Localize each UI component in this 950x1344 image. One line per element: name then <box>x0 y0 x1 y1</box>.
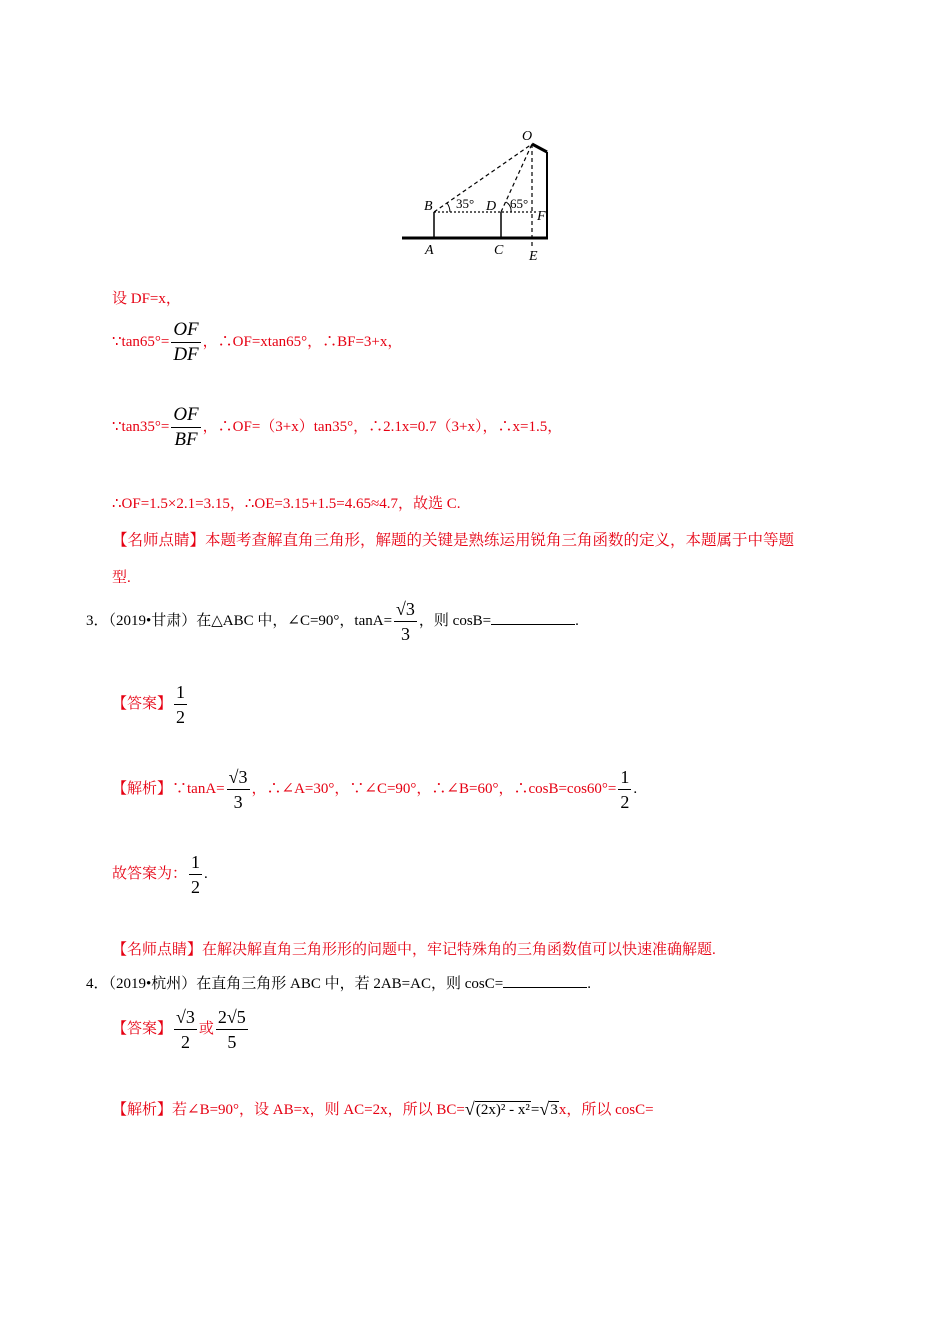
radical-sign: √ <box>539 1099 550 1119</box>
frac-den: 2 <box>176 707 186 727</box>
fraction-OF-BF <box>171 403 200 452</box>
sol2-line4: ∴OF=1.5×2.1=3.15，∴OE=3.15+1.5=4.65≈4.7，故选 C. <box>112 496 461 512</box>
explanation-tag: 【解析】 <box>112 780 173 797</box>
q4-stem-text: 4．（2019•杭州）在直角三角形 ABC 中，若 2AB=AC，则 cosC= <box>86 976 504 992</box>
frac-den: 2 <box>620 792 630 812</box>
building-top <box>532 144 547 152</box>
fraction-2sqrt5-5 <box>216 1005 248 1054</box>
frac-den: 5 <box>227 1032 237 1052</box>
sol2-line2 <box>112 318 402 367</box>
frac-den: 3 <box>233 792 243 812</box>
frac-den: DF <box>173 344 199 365</box>
answer-blank[interactable] <box>491 612 575 625</box>
sol2-line1: 设 DF=x， <box>112 291 181 307</box>
q3-exp-end: . <box>633 780 638 797</box>
sol2-line3 <box>112 403 562 452</box>
label-B: B <box>424 199 433 214</box>
fraction-OF-DF <box>171 318 200 367</box>
frac-den: BF <box>174 429 198 450</box>
angle-arc-35 <box>447 203 450 212</box>
q4-answer <box>112 1005 250 1054</box>
q3-stem-end: . <box>575 612 579 629</box>
q3-final <box>112 850 208 899</box>
or-text: 或 <box>198 1020 214 1037</box>
answer-blank[interactable] <box>503 975 587 988</box>
frac-num: 1 <box>618 765 631 790</box>
frac-num: √3 <box>394 597 417 622</box>
fraction-sqrt3-3 <box>227 765 250 814</box>
label-O: O <box>522 129 533 144</box>
explanation-tag: 【解析】 <box>112 1102 173 1118</box>
q4-exp-equals: = <box>530 1102 540 1118</box>
label-A: A <box>425 243 434 258</box>
frac-num: √3 <box>227 765 250 790</box>
sol2-tip-line1: 【名师点睛】本题考查解直角三角形，解题的关键是熟练运用锐角三角函数的定义，本题属于中等题 <box>112 532 795 549</box>
fraction-1-2 <box>189 850 202 899</box>
sqrt-expression <box>465 1101 531 1119</box>
q3-final-end: . <box>204 865 208 882</box>
fraction-1-2 <box>174 680 187 729</box>
sol2-line2-b: ，∴OF=xtan65°，∴BF=3+x， <box>202 333 403 350</box>
q3-stem-a: 3．（2019•甘肃）在△ABC 中，∠C=90°，tanA= <box>86 612 393 629</box>
label-D: D <box>486 199 497 214</box>
sol2-line2-a: ∵tan65°= <box>112 333 170 350</box>
q3-answer <box>112 680 189 729</box>
fraction-1-2 <box>618 765 631 814</box>
frac-num: √3 <box>174 1005 197 1030</box>
q4-stem <box>86 972 591 993</box>
q3-stem-b: ，则 cosB= <box>418 612 492 629</box>
q3-tip: 【名师点睛】在解决解直角三角形形的问题中，牢记特殊角的三角函数值可以快速准确解题. <box>112 942 716 958</box>
frac-num: 2√5 <box>216 1005 248 1030</box>
label-angle-35: 35° <box>456 196 475 211</box>
frac-den: 2 <box>180 1032 190 1052</box>
frac-num: OF <box>171 403 200 428</box>
q4-explanation <box>112 1098 654 1119</box>
q3-explanation <box>112 765 637 814</box>
sqrt-3 <box>539 1101 559 1119</box>
sol2-line3-b: ，∴OF=（3+x）tan35°，∴2.1x=0.7（3+x），∴x=1.5， <box>202 418 563 435</box>
q3-final-a: 故答案为： <box>112 865 188 882</box>
fraction-sqrt3-3 <box>394 597 417 646</box>
q4-exp-c: x，所以 cosC= <box>558 1102 654 1118</box>
answer-tag: 【答案】 <box>112 1020 173 1037</box>
frac-den: 3 <box>400 624 410 644</box>
radical-sign: √ <box>464 1099 475 1119</box>
label-F: F <box>537 209 546 224</box>
sol2-line3-a: ∵tan35°= <box>112 418 170 435</box>
frac-den: 2 <box>191 877 201 897</box>
q4-stem-end: . <box>587 976 591 992</box>
q3-stem <box>86 597 579 646</box>
answer-tag: 【答案】 <box>112 695 173 712</box>
geometry-figure <box>398 122 558 264</box>
q3-exp-b: ，∴∠A=30°，∵∠C=90°，∴∠B=60°，∴cosB=cos60°= <box>251 780 617 797</box>
label-E: E <box>529 249 538 264</box>
radicand: (2x)² - x² <box>475 1102 530 1118</box>
q3-exp-a: ∵tanA= <box>172 780 225 797</box>
fraction-sqrt3-2 <box>174 1005 197 1054</box>
frac-num: 1 <box>189 850 202 875</box>
frac-num: 1 <box>174 680 187 705</box>
label-angle-65: 65° <box>510 196 529 211</box>
frac-num: OF <box>171 318 200 343</box>
sol2-tip-line2: 型. <box>112 570 131 586</box>
q4-exp-a: 若∠B=90°，设 AB=x，则 AC=2x，所以 BC= <box>172 1102 465 1118</box>
label-C: C <box>494 243 504 258</box>
radicand: 3 <box>550 1102 558 1118</box>
